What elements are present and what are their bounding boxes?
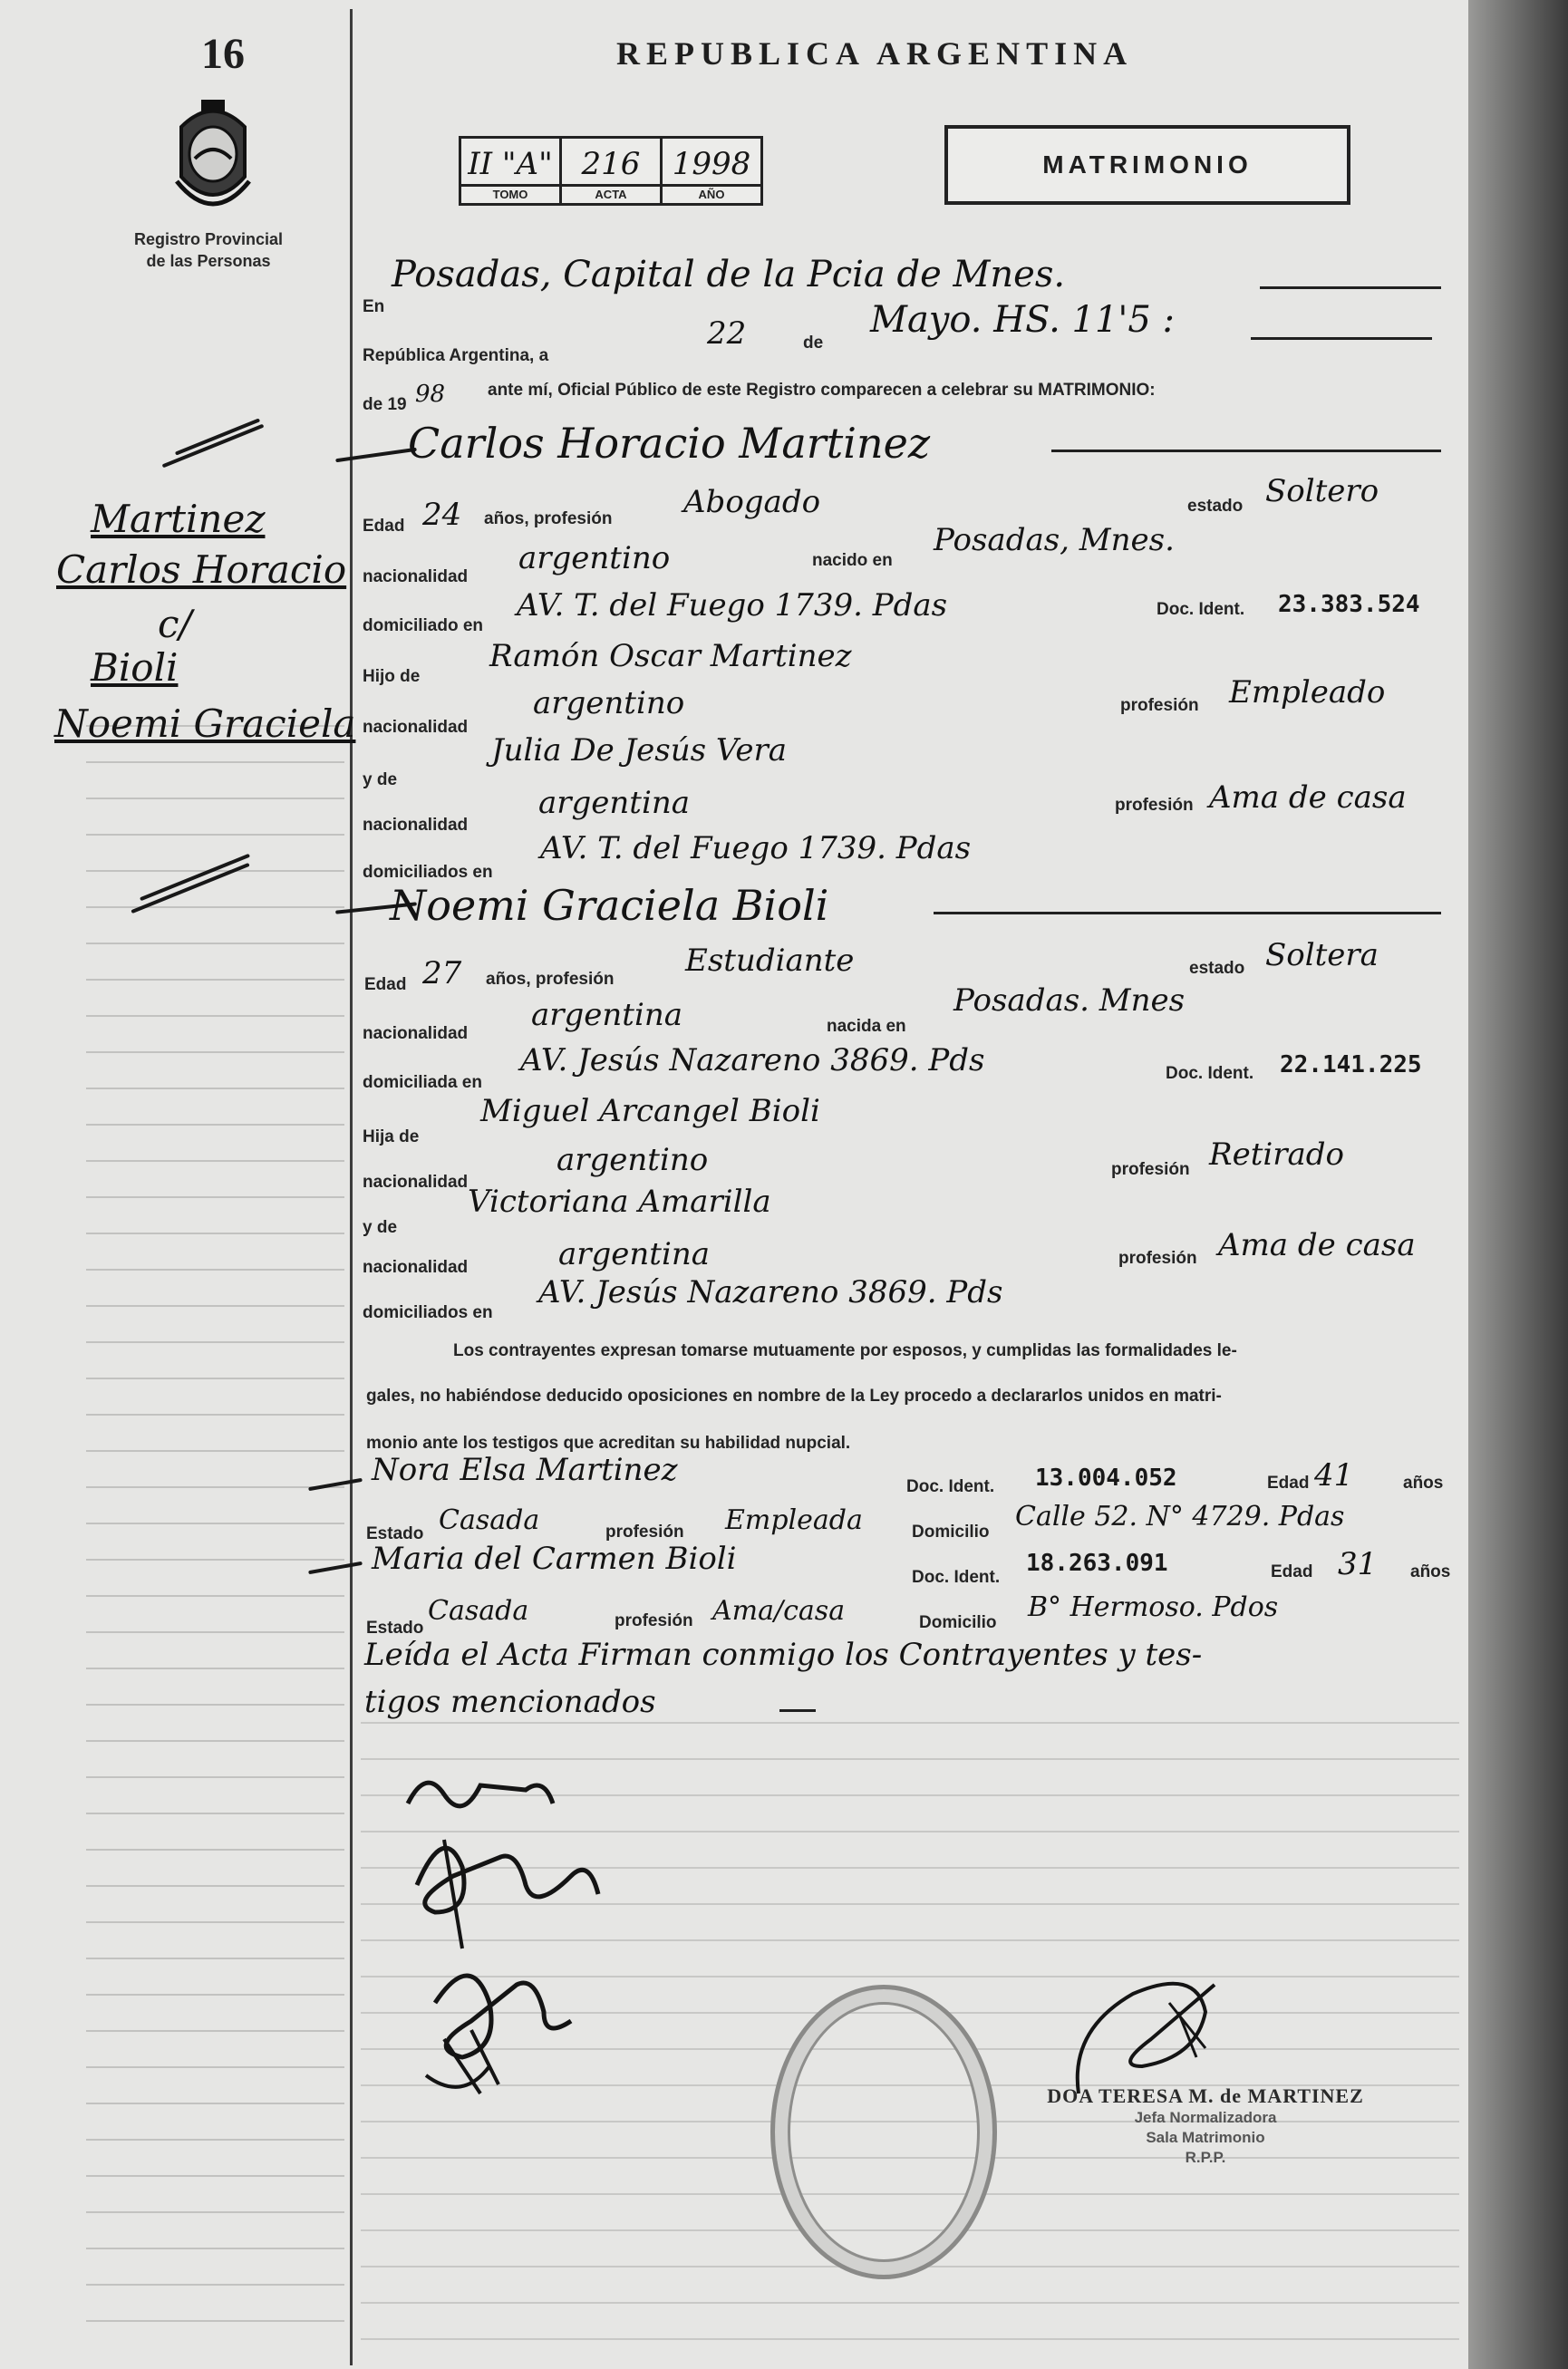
label-estado: Estado (366, 1619, 424, 1638)
signatures-drawing (390, 1749, 662, 2130)
registry-line-1: Registro Provincial (133, 230, 284, 248)
label-nacionalidad: nacionalidad (363, 718, 469, 737)
label-profesion: profesión (1111, 1160, 1190, 1179)
ruled-line (86, 2211, 344, 2213)
ruled-line (86, 1378, 344, 1379)
margin-note-bride-surname: Bioli (91, 645, 179, 690)
registry-name (109, 228, 308, 272)
ruled-line (86, 979, 344, 981)
fill-dash (1260, 286, 1441, 289)
ruled-line (86, 1776, 344, 1778)
label-de: de (803, 334, 824, 353)
groom-father-nationality: argentino (533, 685, 685, 721)
label-doc-ident: Doc. Ident. (906, 1477, 995, 1496)
margin-note-connector: c/ (158, 602, 192, 646)
label-profesion: profesión (605, 1523, 684, 1542)
label-profesion: profesión (1115, 796, 1194, 815)
ano-value: 1998 (672, 146, 751, 182)
ceremony-year: 98 (415, 381, 446, 408)
ruled-line (86, 1813, 344, 1814)
label-estado: estado (1189, 959, 1245, 978)
bride-age: 27 (422, 955, 462, 991)
ruled-line (86, 1958, 344, 1959)
intro-text: ante mí, Oficial Público de este Registro comparecen a celebrar su MATRIMONIO: (488, 381, 1156, 400)
name-marker-stroke (308, 1562, 363, 1574)
ruled-line (86, 1740, 344, 1742)
ruled-line (86, 1233, 344, 1234)
witness2-address: B° Hermoso. Pdos (1028, 1591, 1279, 1623)
ruled-line (86, 798, 344, 799)
label-anos-profesion: años, profesión (484, 509, 613, 528)
ceremony-place: Posadas, Capital de la Pcia de Mnes. (392, 254, 1066, 295)
label-nacionalidad: nacionalidad (363, 567, 469, 586)
name-marker-stroke (308, 1478, 363, 1491)
ruled-line (86, 2320, 344, 2322)
ruled-line (86, 1051, 344, 1053)
groom-parents-address: AV. T. del Fuego 1739. Pdas (540, 830, 972, 866)
witness1-doc-number: 13.004.052 (1035, 1465, 1177, 1492)
label-edad: Edad (1267, 1474, 1310, 1493)
label-en: En (363, 297, 385, 316)
groom-mother-name: Julia De Jesús Vera (491, 732, 787, 769)
fill-dash (779, 1709, 816, 1712)
ruled-line (86, 2248, 344, 2249)
label-y-de: y de (363, 770, 398, 789)
ruled-line (86, 1486, 344, 1488)
tomo-value: II "A" (468, 146, 553, 182)
document-type: MATRIMONIO (1042, 150, 1253, 179)
bride-birthplace: Posadas. Mnes (953, 982, 1186, 1019)
bride-doc-number: 22.141.225 (1280, 1051, 1422, 1078)
margin-rule (350, 9, 353, 2365)
official-signature-block (997, 2084, 1414, 2168)
document-type-box (944, 125, 1350, 205)
margin-note-bride-names: Noemi Graciela (54, 701, 356, 746)
ruled-line (86, 1631, 344, 1633)
bride-profession: Estudiante (685, 943, 855, 979)
label-edad: Edad (1271, 1562, 1313, 1581)
declaration-line-3: monio ante los testigos que acreditan su habilidad nupcial. (366, 1434, 851, 1453)
ruled-line (86, 1160, 344, 1162)
witness2-doc-number: 18.263.091 (1026, 1550, 1168, 1577)
witness2-name: Maria del Carmen Bioli (372, 1541, 737, 1577)
official-office: Sala Matrimonio (1146, 2129, 1265, 2146)
ano-label: AÑO (663, 184, 760, 203)
declaration-line-2: gales, no habiéndose deducido oposiciones en nombre de la Ley procedo a declararlos unidos en matri- (366, 1387, 1222, 1406)
bride-name: Noemi Graciela Bioli (390, 881, 829, 930)
ruled-line (86, 1015, 344, 1017)
witness1-age: 41 (1314, 1457, 1354, 1494)
bride-father-name: Miguel Arcangel Bioli (480, 1093, 820, 1129)
label-domiciliados-en: domiciliados en (363, 1303, 493, 1322)
label-y-de: y de (363, 1218, 398, 1237)
official-name: DOA TERESA M. de MARTINEZ (1047, 2084, 1364, 2107)
label-doc-ident: Doc. Ident. (912, 1568, 1001, 1587)
ruled-line (86, 2175, 344, 2177)
tomo-cell (460, 138, 561, 205)
ruled-line (86, 1523, 344, 1524)
official-registry: R.P.P. (1185, 2149, 1226, 2166)
margin-marker-stroke (175, 418, 260, 455)
ruled-line (86, 2139, 344, 2141)
margin-note-given-names: Carlos Horacio (56, 547, 347, 592)
margin-marker-stroke (140, 854, 250, 901)
label-hijo-de: Hijo de (363, 667, 421, 686)
provincial-coat-of-arms-icon (163, 91, 263, 218)
ruled-line (86, 1885, 344, 1887)
bride-father-nationality: argentino (557, 1142, 709, 1178)
ruled-line (86, 2103, 344, 2104)
label-estado: estado (1187, 497, 1244, 516)
country-title: REPUBLICA ARGENTINA (616, 35, 1134, 72)
ano-cell (662, 138, 762, 205)
ruled-line (86, 1124, 344, 1126)
tomo-label: TOMO (461, 184, 559, 203)
bride-father-profession: Retirado (1209, 1136, 1345, 1173)
witness1-address: Calle 52. N° 4729. Pdas (1015, 1501, 1345, 1533)
fill-dash (934, 912, 1441, 914)
groom-doc-number: 23.383.524 (1278, 591, 1420, 618)
ruled-line (361, 1722, 1459, 1724)
bride-address: AV. Jesús Nazareno 3869. Pds (520, 1042, 985, 1078)
label-de-19: de 19 (363, 395, 407, 414)
ruled-line (86, 943, 344, 944)
ruled-line (86, 2030, 344, 2032)
groom-age: 24 (422, 497, 462, 533)
label-profesion: profesión (615, 1611, 693, 1630)
ruled-line (86, 1269, 344, 1271)
label-anos-profesion: años, profesión (486, 970, 615, 989)
label-nacido-en: nacido en (812, 551, 893, 570)
label-nacida-en: nacida en (827, 1017, 906, 1036)
groom-father-name: Ramón Oscar Martinez (489, 638, 852, 674)
ruled-line (86, 1994, 344, 1996)
label-nacionalidad: nacionalidad (363, 1258, 469, 1277)
official-seal (770, 1985, 997, 2279)
ruled-line (86, 1196, 344, 1198)
bride-nationality: argentina (531, 997, 683, 1033)
ruled-line (86, 761, 344, 763)
acta-label: ACTA (562, 184, 660, 203)
ruled-line (86, 1668, 344, 1669)
fill-dash (1051, 450, 1441, 452)
label-domiciliados-en: domiciliados en (363, 863, 493, 882)
label-profesion: profesión (1120, 696, 1199, 715)
ruled-line (86, 906, 344, 908)
label-republica: República Argentina, a (363, 346, 549, 365)
bride-status: Soltera (1265, 937, 1379, 973)
bride-mother-nationality: argentina (558, 1236, 711, 1272)
witness1-name: Nora Elsa Martinez (372, 1452, 678, 1488)
closing-line-2: tigos mencionados (364, 1684, 656, 1720)
ruled-line (86, 1341, 344, 1343)
label-nacionalidad: nacionalidad (363, 1024, 469, 1043)
witness2-profession: Ama/casa (712, 1595, 846, 1627)
label-estado: Estado (366, 1524, 424, 1543)
witness2-age: 31 (1338, 1546, 1378, 1582)
ruled-line (86, 1559, 344, 1561)
groom-birthplace: Posadas, Mnes. (934, 522, 1175, 558)
ruled-line (86, 1305, 344, 1307)
ruled-line (86, 1450, 344, 1452)
acta-value: 216 (581, 146, 641, 182)
label-profesion: profesión (1118, 1249, 1197, 1268)
label-domicilio: Domicilio (919, 1613, 997, 1632)
label-anos: años (1410, 1562, 1451, 1581)
label-doc-ident: Doc. Ident. (1166, 1064, 1254, 1083)
acta-cell (561, 138, 662, 205)
acta-reference-table (459, 136, 763, 206)
ruled-line (86, 2284, 344, 2286)
ruled-line (86, 1595, 344, 1597)
page-edge-shadow (1468, 0, 1568, 2369)
bride-mother-profession: Ama de casa (1218, 1227, 1416, 1263)
ruled-line (86, 1849, 344, 1851)
ceremony-day: 22 (707, 315, 747, 352)
ruled-line (86, 1704, 344, 1706)
folio-number: 16 (201, 30, 245, 78)
groom-name: Carlos Horacio Martinez (408, 419, 931, 468)
witness1-profession: Empleada (725, 1504, 863, 1536)
declaration-line-1: Los contrayentes expresan tomarse mutuamente por esposos, y cumplidas las formalidades le- (453, 1341, 1237, 1360)
ruled-line (86, 834, 344, 836)
groom-status: Soltero (1265, 473, 1379, 509)
fill-dash (1251, 337, 1432, 340)
groom-address: AV. T. del Fuego 1739. Pdas (517, 587, 948, 624)
ruled-line (86, 1088, 344, 1089)
label-domiciliada-en: domiciliada en (363, 1073, 482, 1092)
label-domiciliado-en: domiciliado en (363, 616, 484, 635)
ruled-line (86, 1414, 344, 1416)
margin-marker-stroke (162, 424, 265, 469)
witness2-status: Casada (428, 1595, 529, 1627)
label-hija-de: Hija de (363, 1127, 420, 1146)
closing-line-1: Leída el Acta Firman conmigo los Contrayentes y tes- (364, 1637, 1203, 1673)
groom-nationality: argentino (518, 540, 671, 576)
name-marker-stroke (335, 448, 417, 462)
label-nacionalidad: nacionalidad (363, 1173, 469, 1192)
label-anos: años (1403, 1474, 1444, 1493)
groom-father-profession: Empleado (1229, 674, 1386, 711)
ruled-line (361, 2338, 1459, 2340)
bride-mother-name: Victoriana Amarilla (468, 1184, 771, 1220)
ruled-line (361, 2302, 1459, 2304)
ruled-line (86, 2066, 344, 2068)
ceremony-month-time: Mayo. HS. 11'5 : (870, 299, 1176, 341)
witness1-status: Casada (439, 1504, 540, 1536)
official-title: Jefa Normalizadora (1134, 2109, 1277, 2126)
label-domicilio: Domicilio (912, 1523, 990, 1542)
bride-parents-address: AV. Jesús Nazareno 3869. Pds (538, 1274, 1003, 1310)
groom-profession: Abogado (683, 484, 821, 520)
label-edad: Edad (363, 517, 405, 536)
registry-line-2: de las Personas (146, 252, 271, 270)
ruled-line (86, 1921, 344, 1923)
label-doc-ident: Doc. Ident. (1157, 600, 1245, 619)
margin-note-surname: Martinez (91, 497, 266, 541)
label-edad: Edad (364, 975, 407, 994)
groom-mother-profession: Ama de casa (1209, 779, 1407, 816)
groom-mother-nationality: argentina (538, 785, 691, 821)
label-nacionalidad: nacionalidad (363, 816, 469, 835)
